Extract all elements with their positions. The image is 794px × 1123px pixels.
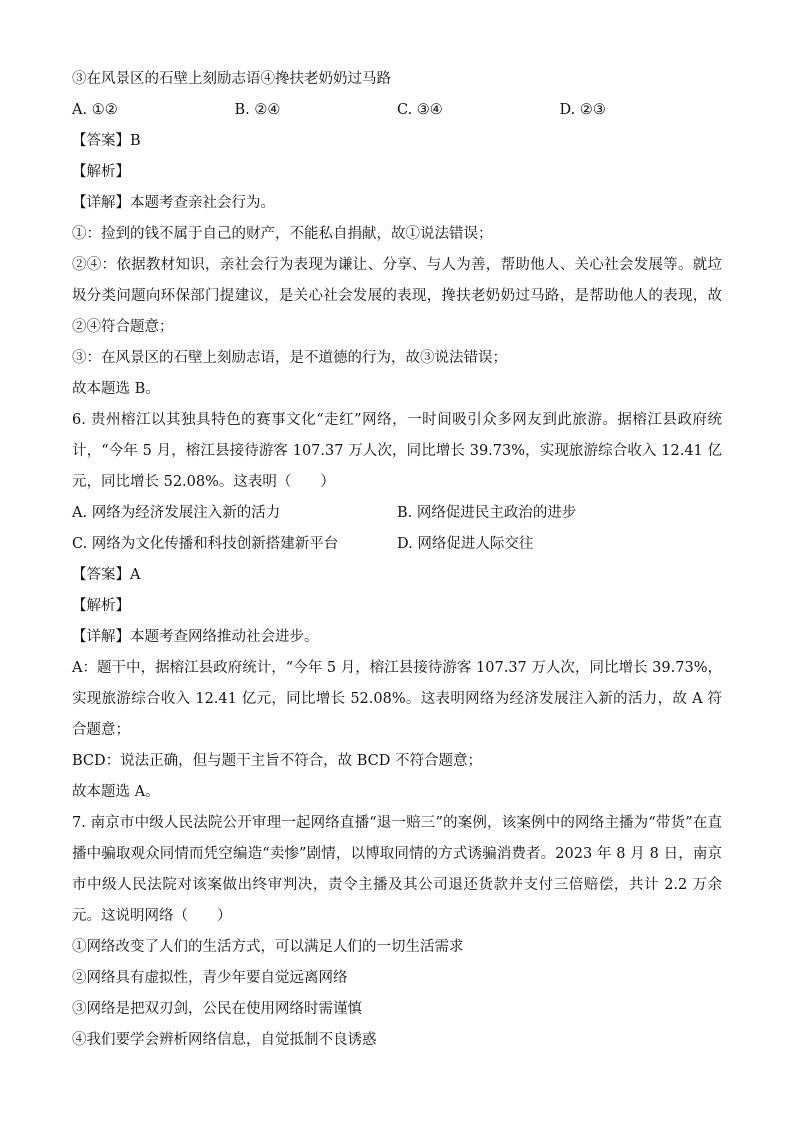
- q6-option-a: A. 网络为经济发展注入新的活力: [72, 505, 281, 521]
- q5-option-c: C. ③④: [397, 102, 443, 118]
- q5-explanation-1: ①：捡到的钱不属于自己的财产，不能私自捐献，故①说法错误；: [72, 226, 493, 242]
- document-page: [72, 64, 722, 1056]
- q7-stem: 7. 南京市中级人民法院公开审理一起网络直播“退一赔三”的案例，该案例中的网络主播为“带货”在直播中骗取观众同情而凭空编造“卖惨”剧情，以博取同情的方式诱骗消费者。2023 年 8 月 8 日，南京市中级人民法院对该案做出终审判决，责令主播及其公司退还货款并支付三倍赔偿，共计 2.2 万余元。这说明网络（ ）: [72, 815, 722, 924]
- q6-option-b: B. 网络促进民主政治的进步: [397, 505, 577, 521]
- q5-answer: 【答案】B: [72, 133, 141, 149]
- q6-options-row-1: [72, 498, 722, 529]
- q5-analysis-heading: 【解析】: [72, 164, 130, 180]
- q6-explanation-a: A：题干中，据榕江县政府统计，“今年 5 月，榕江县接待游客 107.37 万人次，同比增长 39.73%，实现旅游综合收入 12.41 亿元，同比增长 52.08%。这表明网络为经济发展注入新的活力，故 A 符合题意；: [72, 660, 722, 738]
- q5-explanation-2-4: ②④：依据教材知识，亲社会行为表现为谦让、分享、与人为善，帮助他人、关心社会发展等。就垃圾分类问题向环保部门提建议，是关心社会发展的表现，搀扶老奶奶过马路，是帮助他人的表现，故②④符合题意；: [72, 257, 722, 335]
- q6-conclusion: 故本题选 A。: [72, 784, 160, 800]
- q6-stem: 6. 贵州榕江以其独具特色的赛事文化“走红”网络，一时间吸引众多网友到此旅游。据榕江县政府统计，“今年 5 月，榕江县接待游客 107.37 万人次，同比增长 39.73%，实现旅游综合收入 12.41 亿元，同比增长 52.08%。这表明（ ）: [72, 412, 722, 490]
- q7-item-3: ③网络是把双刃剑，公民在使用网络时需谨慎: [72, 1001, 362, 1017]
- q6-options-row-2: [72, 529, 722, 560]
- q7-item-1: ①网络改变了人们的生活方式，可以满足人们的一切生活需求: [72, 939, 464, 955]
- q5-options: [72, 95, 722, 126]
- q6-explanation-bcd: BCD：说法正确，但与题干主旨不符合，故 BCD 不符合题意；: [72, 753, 483, 769]
- q7-item-4: ④我们要学会辨析网络信息，自觉抵制不良诱惑: [72, 1032, 377, 1048]
- q5-conclusion: 故本题选 B。: [72, 381, 160, 397]
- q5-detail: 【详解】本题考查亲社会行为。: [72, 195, 275, 211]
- q6-answer: 【答案】A: [72, 567, 141, 583]
- q6-option-d: D. 网络促进人际交往: [397, 536, 534, 552]
- q5-option-b: B. ②④: [234, 102, 281, 118]
- q5-option-d: D. ②③: [559, 102, 606, 118]
- q7-item-2: ②网络具有虚拟性，青少年要自觉远离网络: [72, 970, 348, 986]
- q6-detail: 【详解】本题考查网络推动社会进步。: [72, 629, 319, 645]
- q5-option-a: A. ①②: [72, 102, 118, 118]
- q5-explanation-3: ③：在风景区的石壁上刻励志语，是不道德的行为，故③说法错误；: [72, 350, 507, 366]
- q5-items-3-4: ③在风景区的石壁上刻励志语④搀扶老奶奶过马路: [72, 71, 391, 87]
- q6-option-c: C. 网络为文化传播和科技创新搭建新平台: [72, 536, 339, 552]
- q6-analysis-heading: 【解析】: [72, 598, 130, 614]
